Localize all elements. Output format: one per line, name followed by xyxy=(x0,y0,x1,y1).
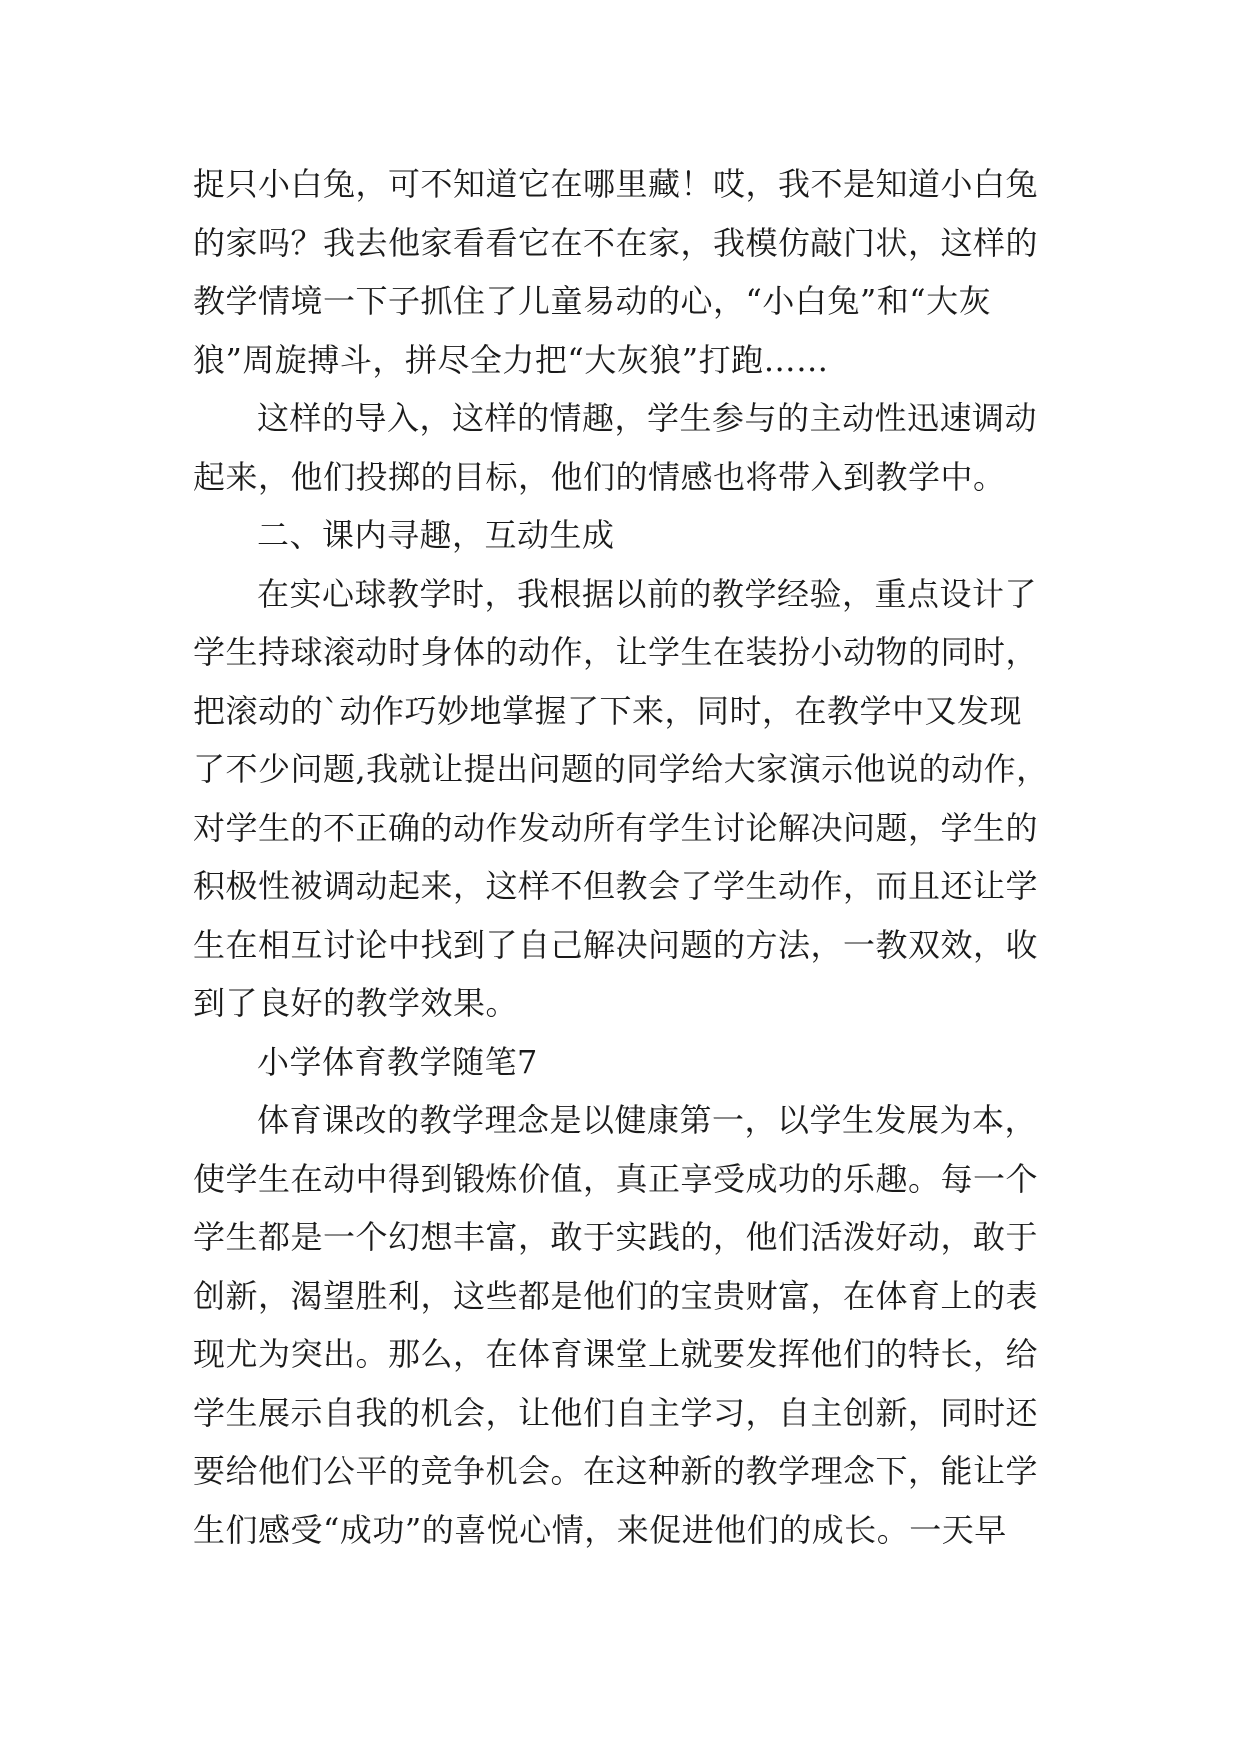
paragraph-first-line: 这样的导入，这样的情趣，学生参与的主动性迅速调动 xyxy=(257,399,1038,437)
text-line: 学生都是一个幻想丰富，敢于实践的，他们活泼好动，敢于 xyxy=(193,1218,1039,1256)
text-line: 起来，他们投掷的目标，他们的情感也将带入到教学中。 xyxy=(193,457,1006,496)
paragraph-first-line: 体育课改的教学理念是以健康第一，以学生发展为本， xyxy=(257,1101,1038,1139)
text-line: 的家吗？我去他家看看它在不在家，我模仿敲门状，这样的 xyxy=(193,223,1039,262)
text-line: 学生展示自我的机会，让他们自主学习，自主创新，同时还 xyxy=(193,1393,1039,1432)
text-line: 对学生的不正确的动作发动所有学生讨论解决问题，学生的 xyxy=(193,808,1039,847)
text-line: 生在相互讨论中找到了自己解决问题的方法，一教双效，收 xyxy=(193,925,1039,964)
text-line: 要给他们公平的竞争机会。在这种新的教学理念下，能让学 xyxy=(193,1452,1039,1490)
text-line: 到了良好的教学效果。 xyxy=(193,984,519,1022)
text-line: 积极性被调动起来，这样不但教会了学生动作，而且还让学 xyxy=(193,867,1039,905)
text-line: 生们感受“成功”的喜悦心情，来促进他们的成长。一天早 xyxy=(193,1510,1007,1549)
text-line: 使学生在动中得到锻炼价值，真正享受成功的乐趣。每一个 xyxy=(193,1159,1039,1198)
text-line: 学生持球滚动时身体的动作，让学生在装扮小动物的同时， xyxy=(193,633,1039,671)
text-line: 把滚动的`动作巧妙地掌握了下来，同时，在教学中又发现 xyxy=(193,691,1023,730)
body-text xyxy=(193,155,1073,1559)
text-line: 捉只小白兔，可不知道它在哪里藏！哎，我不是知道小白兔 xyxy=(193,165,1039,203)
article-title: 小学体育教学随笔7 xyxy=(257,1042,538,1081)
text-line: 教学情境一下子抓住了儿童易动的心，“小白兔”和“大灰 xyxy=(193,282,992,320)
text-line: 狼”周旋搏斗，拼尽全力把“大灰狼”打跑…… xyxy=(193,340,829,379)
section-heading: 二、课内寻趣，互动生成 xyxy=(257,516,615,554)
paragraph-first-line: 在实心球教学时，我根据以前的教学经验，重点设计了 xyxy=(257,574,1038,613)
text-line: 了不少问题,我就让提出问题的同学给大家演示他说的动作， xyxy=(193,750,1049,788)
text-line: 创新，渴望胜利，这些都是他们的宝贵财富，在体育上的表 xyxy=(193,1276,1039,1315)
text-line: 现尤为突出。那么，在体育课堂上就要发挥他们的特长，给 xyxy=(193,1335,1039,1373)
